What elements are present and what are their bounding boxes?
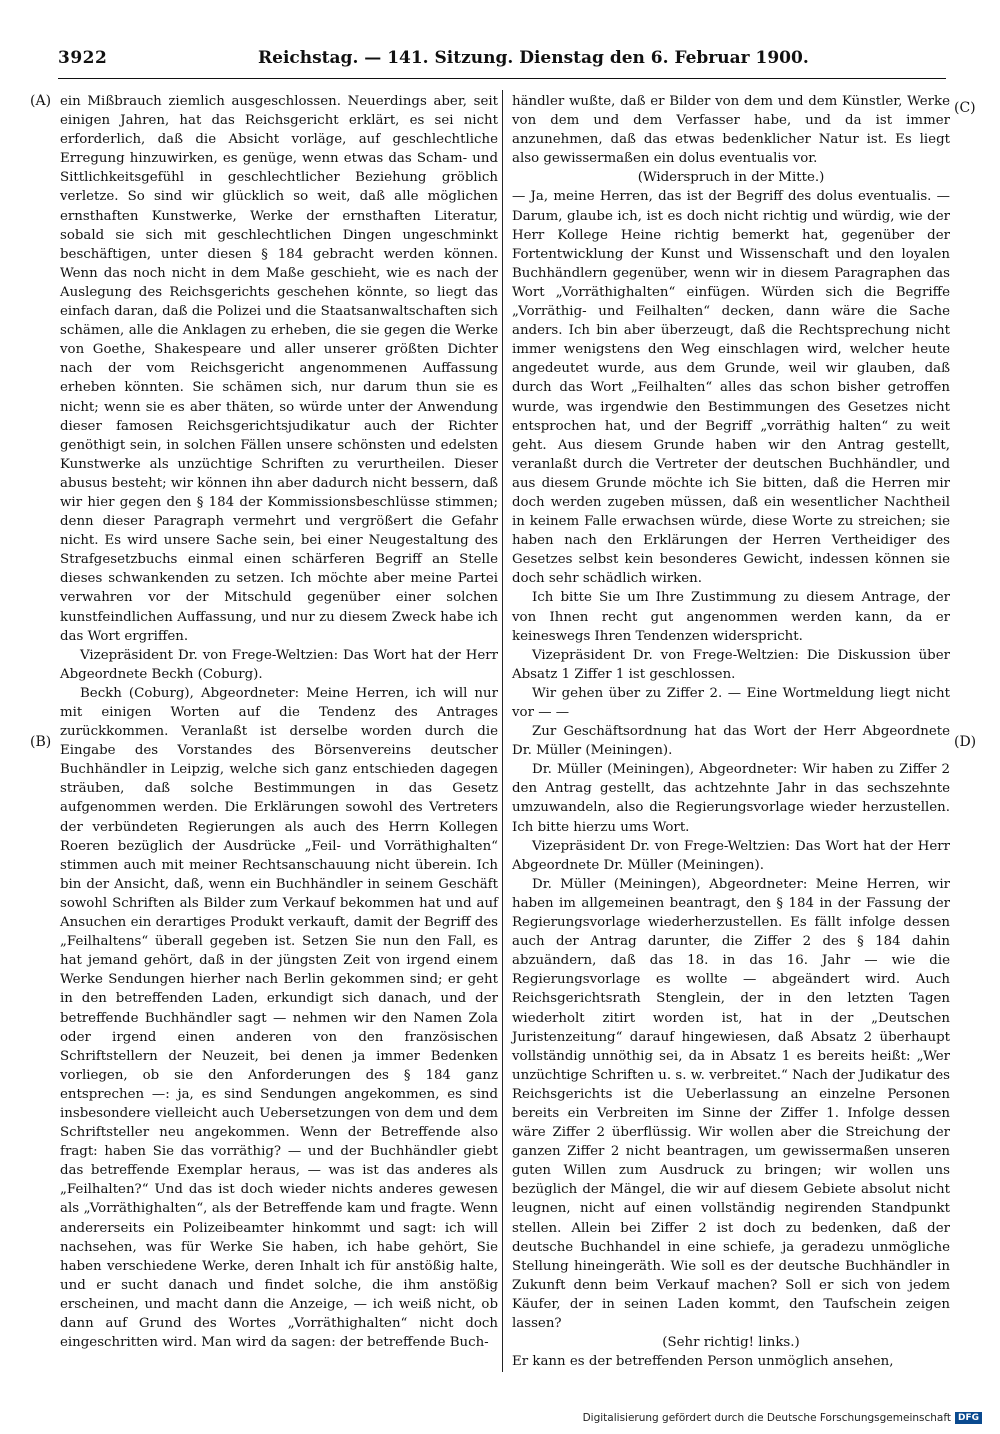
- dfg-logo: DFG: [955, 1412, 982, 1424]
- header-rule: [58, 78, 946, 79]
- footer-credit: Digitalisierung gefördert durch die Deutsche Forschungsgemeinschaft: [582, 1412, 951, 1424]
- margin-marker-d: (D): [954, 734, 977, 750]
- running-title: Reichstag. — 141. Sitzung. Dienstag den 6. Februar 1900.: [258, 48, 809, 68]
- right-column: [512, 92, 950, 1371]
- paragraph: händler wußte, daß er Bilder von dem und dem Künstler, Werke von dem und dem Verfasser habe, und da ist immer anzunehmen, daß das etwas bedenklicher Natur ist. Es liegt also gewissermaßen ein dolus eventualis vor.: [512, 94, 950, 167]
- paragraph: Vizepräsident Dr. von Frege-Weltzien: Die Diskussion über Absatz 1 Ziffer 1 ist geschlossen.: [512, 647, 950, 682]
- paragraph: Beckh (Coburg), Abgeordneter: Meine Herren, ich will nur mit einigen Worten auf die Tendenz des Antrages zurückkommen. Veranlaßt ist derselbe worden durch die Eingabe des Vorstandes des Börsenvereins deutscher Buchhändler in Leipzig, welche sich ganz entschieden dagegen sträuben, daß solche Bestimmungen in das Gesetz aufgenommen werden. Die Erklärungen sowohl des Vertreters der verbündeten Regierungen als auch des Herrn Kollegen Roeren bezüglich der Ausdrücke „Feil- und Vorräthighalten“ stimmen auch mit meiner Rechtsanschauung nicht überein. Ich bin der Ansicht, daß, wenn ein Buchhändler in seinem Geschäft sowohl Schriften als Bilder zum Verkauf bekommen hat und auf Ansuchen ein derartiges Produkt verkauft, damit der Begriff des „Feilhaltens“ überall gegeben ist. Setzen Sie nun den Fall, es hat jemand gehört, daß in der jüngsten Zeit von irgend einem Werke Sendungen hierher nach Berlin gekommen sind; er geht in den betreffenden Laden, erkundigt sich danach, und der betreffende Buchhändler sagt — nehmen wir den Namen Zola oder irgend einen anderen von den französischen Schriftstellern der Neuzeit, bei denen ja immer Bedenken vorliegen, ob sie den Anforderungen des § 184 ganz entsprechen —: ja, es sind Sendungen angekommen, es sind insbesondere vielleicht auch Uebersetzungen von dem und dem Schriftsteller neu angekommen. Wenn der Betreffende also fragt: haben Sie das vorräthig? — und der Buchhändler giebt das betreffende Exemplar heraus, — was ist das anderes als „Feilhalten?“ Und das ist doch wieder nichts anderes gewesen als „Vorräthighalten“, als der Betreffende kam und fragte. Wenn andererseits ein Polizeibeamter hinkommt und sagt: ich will nachsehen, was für Werke Sie haben, ich habe gehört, Sie haben verschiedene Werke, deren Inhalt ich für anstößig halte, und er sucht danach und findet solche, die ihm anstößig erscheinen, und macht dann die Anzeige, — ich weiß nicht, ob dann auf Grund des Wortes „Vorräthighalten“ nicht doch eingeschritten wird. Man wird da sagen: der betreffende Buch-: [60, 685, 498, 1351]
- paragraph: Vizepräsident Dr. von Frege-Weltzien: Das Wort hat der Herr Abgeordnete Dr. Müller (Meiningen).: [512, 838, 950, 873]
- margin-marker-c: (C): [954, 100, 976, 116]
- paragraph: Dr. Müller (Meiningen), Abgeordneter: Meine Herren, wir haben im allgemeinen beantragt, den § 184 in der Fassung der Regierungsvorlage wiederherzustellen. Es fällt infolge dessen auch der Antrag darunter, die Ziffer 2 des § 184 dahin abzuändern, daß das 18. in das 16. Jahr — wie die Regierungsvorlage es wollte — abgeändert wird. Auch Reichsgerichtsrath Stenglein, der in den letzten Tagen wiederholt zitirt worden ist, hat in der „Deutschen Juristenzeitung“ darauf hingewiesen, daß Absatz 2 überhaupt vollständig unnöthig sei, da in Absatz 1 es bereits heißt: „Wer unzüchtige Schriften u. s. w. verbreitet.“ Nach der Judikatur des Reichsgerichts ist die Ueberlassung an einzelne Personen bereits ein Verbreiten im Sinne der Ziffer 1. Infolge dessen wäre Ziffer 2 überflüssig. Wir wollen aber die Streichung der ganzen Ziffer 2 nicht beantragen, um gewissermaßen unseren guten Willen zum Ausdruck zu bringen; wir wollen uns bezüglich der Mängel, die wir auf diesem Gebiete absolut nicht leugnen, nicht auf einen vollständig negirenden Standpunkt stellen. Allein bei Ziffer 2 ist doch zu bedenken, daß der deutsche Buchhandel in eine schiefe, ja geradezu unmögliche Stellung hineingeräth. Wie soll es der deutsche Buchhändler in Zukunft denn beim Verkauf machen? Soll er sich von jedem Käufer, der in seinen Laden kommt, den Taufschein zeigen lassen?: [512, 876, 950, 1331]
- paragraph: Wir gehen über zu Ziffer 2. — Eine Wortmeldung liegt nicht vor — —: [512, 685, 950, 720]
- column-divider: [502, 90, 503, 1372]
- paragraph: Ich bitte Sie um Ihre Zustimmung zu diesem Antrage, der von Ihnen recht gut angenommen werden kann, da er keineswegs Ihren Tendenzen widerspricht.: [512, 590, 950, 644]
- paragraph: — Ja, meine Herren, das ist der Begriff des dolus eventualis. — Darum, glaube ich, ist es doch nicht richtig und würdig, wie der Herr Kollege Heine richtig bemerkt hat, gegenüber der Fortentwicklung der Kunst und Wissenschaft und den loyalen Buchhändlern gegenüber, wenn wir in diesem Paragraphen das Wort „Vorräthighalten“ einfügen. Würden sich die Begriffe „Vorräthig- und Feilhalten“ decken, dann wäre die Sache anders. Ich bin aber überzeugt, daß die Rechtsprechung nicht immer wenigstens den Weg einschlagen wird, welcher heute angedeutet wurde, aus dem Grunde, weil wir glauben, daß durch das Wort „Feilhalten“ alles das schon bisher getroffen wurde, was irgendwie den Bestimmungen des Gesetzes nicht entsprochen hat, und der Begriff „vorräthig halten“ zu weit geht. Aus diesem Grunde haben wir den Antrag gestellt, veranlaßt durch die Vertreter der deutschen Buchhändler, und aus diesem Grunde möchte ich Sie bitten, daß die Herren mir doch werden zugeben müssen, daß ein wesentlicher Nachtheil in keinem Falle erwachsen würde, diese Worte zu streichen; sie haben nach den Erklärungen der Herren Vertheidiger des Gesetzes selbst kein besonderes Gewicht, indessen können sie doch sehr schädlich wirken.: [512, 189, 950, 587]
- paragraph: Vizepräsident Dr. von Frege-Weltzien: Das Wort hat der Herr Abgeordnete Beckh (Coburg).: [60, 647, 498, 682]
- margin-marker-b: (B): [30, 734, 52, 750]
- interjection: (Sehr richtig! links.): [662, 1335, 800, 1351]
- interjection: (Widerspruch in der Mitte.): [637, 170, 825, 186]
- page-header: [58, 44, 948, 74]
- left-column: [60, 92, 498, 1352]
- margin-marker-a: (A): [30, 93, 52, 109]
- paragraph: Zur Geschäftsordnung hat das Wort der Herr Abgeordnete Dr. Müller (Meiningen).: [512, 724, 950, 759]
- paragraph: ein Mißbrauch ziemlich ausgeschlossen. Neuerdings aber, seit einigen Jahren, hat das Reichsgericht erklärt, es sei nicht erforderlich, daß die Absicht vorläge, auf geschlechtliche Erregung hinzuwirken, es genüge, wenn etwas das Scham- und Sittlichkeitsgefühl in geschlechtlicher Beziehung gröblich verletze. So sind wir glücklich so weit, daß alle möglichen ernsthaften Kunstwerke, Werke der ernsthaften Literatur, sobald sie sich mit geschlechtlichen Dingen ungeschminkt beschäftigen, unter diesen § 184 gebracht werden können. Wenn das noch nicht in dem Maße geschieht, wie es nach der Auslegung des Reichsgerichts geschehen könnte, so liegt das einfach daran, daß die Polizei und die Staatsanwaltschaften sich schämen, alle die Anklagen zu erheben, die sie gegen die Werke von Goethe, Shakespeare und aller unserer größten Dichter nach der vom Reichsgericht angenommenen Auffassung erheben könnten. Sie schämen sich, nur darum thun sie es nicht; wenn sie es aber thäten, so würde unter der Anwendung dieser famosen Reichsgerichtsjudikatur auch der Richter genöthigt sein, in solchen Fällen unsere schönsten und edelsten Kunstwerke als unzüchtige Schriften zu verurtheilen. Dieser abusus besteht; wir können ihn aber dadurch nicht bessern, daß wir hier gegen den § 184 der Kommissionsbeschlüsse stimmen; denn dieser Paragraph vermehrt und vergrößert die Gefahr nicht. Es wird unsere Sache sein, bei einer Neugestaltung des Strafgesetzbuchs einmal einen schärferen Begriff an Stelle dieses schwankenden zu setzen. Ich möchte aber meine Partei verwahren vor der Mitschuld gegenüber einer solchen kunstfeindlichen Auffassung, und nur zu diesem Zweck habe ich das Wort ergriffen.: [60, 94, 498, 644]
- footer: [583, 1412, 982, 1424]
- page-number: 3922: [58, 48, 108, 68]
- paragraph: Er kann es der betreffenden Person unmöglich ansehen,: [512, 1354, 894, 1370]
- paragraph: Dr. Müller (Meiningen), Abgeordneter: Wir haben zu Ziffer 2 den Antrag gestellt, das achtzehnte Jahr in das sechszehnte umzuwandeln, also die Regierungsvorlage wieder herzustellen. Ich bitte hierzu ums Wort.: [512, 762, 950, 835]
